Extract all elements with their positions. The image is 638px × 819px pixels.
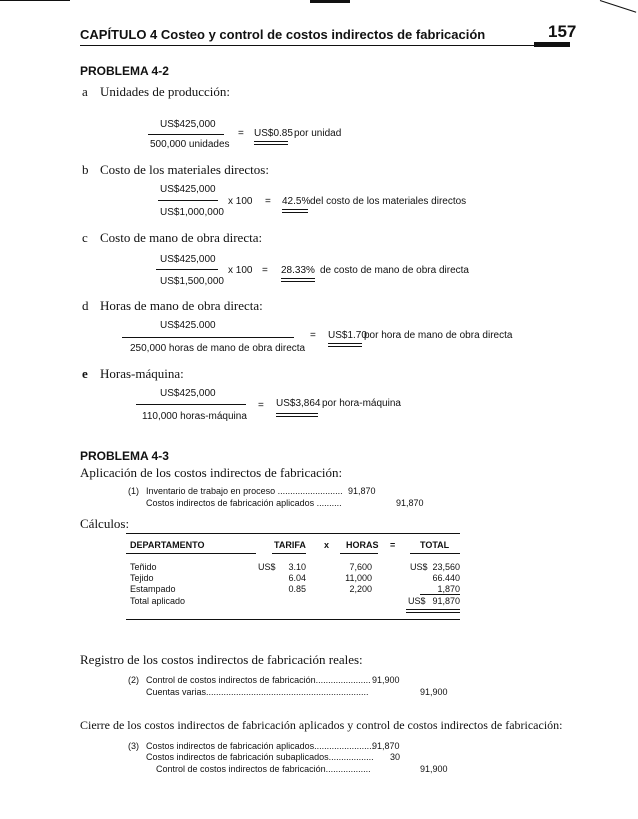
item-c-suffix: de costo de mano de obra directa <box>320 265 469 276</box>
entry-2-credit-amount: 91,900 <box>420 687 448 697</box>
table-top-rule <box>126 533 460 534</box>
item-b-denominator: US$1,000,000 <box>160 207 224 218</box>
table-row-hours: 2,200 <box>349 584 372 594</box>
problem-4-2-title: PROBLEMA 4-2 <box>80 64 169 78</box>
item-a-double-underline <box>254 141 288 145</box>
item-a-denominator: 500,000 unidades <box>150 139 230 150</box>
table-total-label: Total aplicado <box>130 596 186 606</box>
item-e-result: US$3,864 <box>276 398 321 409</box>
header-tab <box>534 42 570 47</box>
header-underline-dept <box>126 553 256 554</box>
header-underline-rate <box>272 553 306 554</box>
item-b-suffix: del costo de los materiales directos <box>310 196 467 207</box>
table-total-amount: 91,870 <box>432 596 460 606</box>
item-d-denominator: 250,000 horas de mano de obra directa <box>130 343 306 354</box>
item-d-result: US$1.70 <box>328 330 367 341</box>
entry-1-debit-amount: 91,870 <box>348 486 376 496</box>
item-e-double-underline <box>276 413 318 417</box>
entry-2-number: (2) <box>128 675 139 685</box>
item-b-double-underline <box>282 209 308 213</box>
item-c-fraction-bar <box>156 269 218 270</box>
entry-3-line1-label: Costos indirectos de fabricación aplicados........................ <box>146 741 375 751</box>
page-number: 157 <box>548 22 577 41</box>
table-header-equals: = <box>390 540 396 550</box>
real-costs-label: Registro de los costos indirectos de fabricación reales: <box>80 652 363 667</box>
table-row-total-currency: US$ <box>410 562 428 572</box>
item-a-label: Unidades de producción: <box>100 84 230 99</box>
item-e-suffix: por hora-máquina <box>322 398 401 409</box>
item-b-label: Costo de los materiales directos: <box>100 162 269 177</box>
entry-1-credit-label: Costos indirectos de fabricación aplicados .......... <box>146 498 342 508</box>
top-rule-right <box>600 0 636 13</box>
top-rule-mid <box>310 0 350 3</box>
table-row-total: 23,560 <box>432 562 460 572</box>
table-row-total: 66.440 <box>432 573 460 583</box>
calculations-label: Cálculos: <box>80 516 130 531</box>
entry-1-debit-label: Inventario de trabajo en proceso .......................... <box>146 486 343 496</box>
table-total-currency: US$ <box>408 596 426 606</box>
item-a-equals: = <box>238 128 244 139</box>
item-e-equals: = <box>258 400 264 411</box>
item-e-denominator: 110,000 horas-máquina <box>142 411 247 422</box>
entry-3-line3-label: Control de costos indirectos de fabricación.................. <box>156 764 371 774</box>
entry-3-line1-amount: 91,870 <box>372 741 400 751</box>
problem-4-3-subtitle: Aplicación de los costos indirectos de fabricación: <box>80 465 343 480</box>
item-d-letter: d <box>82 298 89 313</box>
table-row-rate: 3.10 <box>288 562 306 572</box>
entry-1-credit-amount: 91,870 <box>396 498 424 508</box>
table-row-department: Tejido <box>130 573 154 583</box>
entry-2-debit-label: Control de costos indirectos de fabricación...................... <box>146 675 371 685</box>
item-a-fraction-bar <box>148 134 224 135</box>
item-c-double-underline <box>281 278 315 282</box>
entry-2-credit-label: Cuentas varias................................................................. <box>146 687 369 697</box>
header-underline-hours <box>340 553 378 554</box>
item-d-fraction-bar <box>122 337 294 338</box>
table-row-rate: 0.85 <box>288 584 306 594</box>
table-row-rate-currency: US$ <box>258 562 276 572</box>
table-row-rate: 6.04 <box>288 573 306 583</box>
top-rule-left <box>0 0 70 1</box>
table-row-hours: 7,600 <box>349 562 372 572</box>
closing-label: Cierre de los costos indirectos de fabricación aplicados y control de costos indirectos de fabricación: <box>80 718 563 732</box>
table-header-rate: TARIFA <box>274 540 306 550</box>
item-d-equals: = <box>310 330 316 341</box>
item-b-equals: = <box>265 196 271 207</box>
table-header-hours: HORAS <box>346 540 379 550</box>
entry-3-line3-amount: 91,900 <box>420 764 448 774</box>
item-e-fraction-bar <box>136 404 246 405</box>
item-d-suffix: por hora de mano de obra directa <box>364 330 513 341</box>
item-c-result: 28.33% <box>281 265 315 276</box>
table-total-double-underline <box>406 609 460 613</box>
item-b-numerator: US$425,000 <box>160 184 216 195</box>
entry-3-line2-amount: 30 <box>390 752 401 762</box>
item-b-times-100: x 100 <box>228 196 253 207</box>
entry-2-debit-amount: 91,900 <box>372 675 400 685</box>
table-header-x: x <box>324 540 330 550</box>
item-c-letter: c <box>82 230 88 245</box>
entry-3-line2-label: Costos indirectos de fabricación subaplicados.................. <box>146 752 374 762</box>
table-header-department: DEPARTAMENTO <box>130 540 205 550</box>
item-a-letter: a <box>82 84 88 99</box>
header-rule <box>80 45 570 46</box>
table-row-department: Estampado <box>130 584 176 594</box>
item-d-label: Horas de mano de obra directa: <box>100 298 263 313</box>
item-c-times-100: x 100 <box>228 265 253 276</box>
item-a-numerator: US$425,000 <box>160 119 216 130</box>
entry-1-number: (1) <box>128 486 139 496</box>
item-c-equals: = <box>262 265 268 276</box>
table-row-total: 1,870 <box>420 584 460 595</box>
item-a-result: US$0.85 <box>254 128 293 139</box>
header-underline-total <box>410 553 460 554</box>
table-row-department: Teñido <box>130 562 157 572</box>
item-a-suffix: por unidad <box>294 128 342 139</box>
item-b-letter: b <box>82 162 89 177</box>
problem-4-3-title: PROBLEMA 4-3 <box>80 449 169 463</box>
item-c-label: Costo de mano de obra directa: <box>100 230 263 245</box>
item-d-double-underline <box>328 343 362 347</box>
item-d-numerator: US$425.000 <box>160 320 216 331</box>
table-header-total: TOTAL <box>420 540 450 550</box>
table-bottom-rule <box>126 619 460 620</box>
entry-3-number: (3) <box>128 741 139 751</box>
item-e-numerator: US$425,000 <box>160 388 216 399</box>
item-e-letter: e <box>82 366 88 381</box>
item-b-result: 42.5% <box>282 196 311 207</box>
chapter-header: CAPÍTULO 4 Costeo y control de costos indirectos de fabricación <box>80 27 486 42</box>
table-row-hours: 11,000 <box>345 573 372 583</box>
item-c-denominator: US$1,500,000 <box>160 276 224 287</box>
item-b-fraction-bar <box>158 200 218 201</box>
item-c-numerator: US$425,000 <box>160 254 216 265</box>
item-e-label: Horas-máquina: <box>100 366 184 381</box>
